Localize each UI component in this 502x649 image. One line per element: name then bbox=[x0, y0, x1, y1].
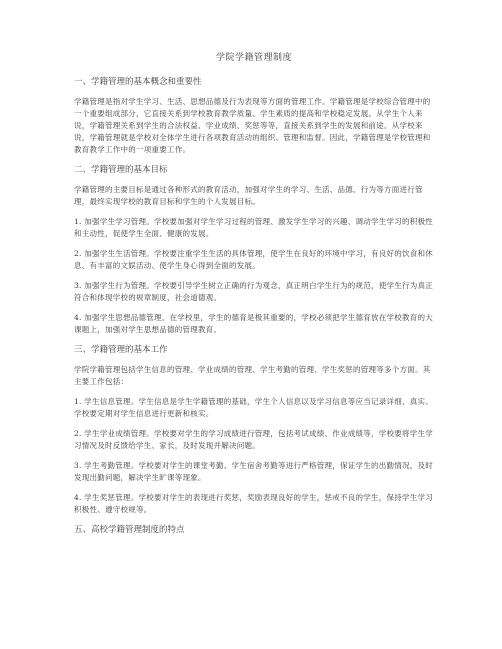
list-item: 4. 加强学生思想品德管理。在学校里，学生的德育是极其重要的，学校必须把学生德育放在学校教育的大课题上，加强对学生思想品德的管理教育。 bbox=[74, 313, 434, 334]
list-item: 2. 学生学业成绩管理。学校要对学生的学习成绩进行管理，包括考试成绩、作业成绩等，学校要将学生学习情况及时反馈给学生、家长，及时发现并解决问题。 bbox=[74, 429, 434, 450]
list-item: 3. 学生考勤管理。学校要对学生的课堂考勤、学生宿舍考勤等进行严格管理，保证学生的出勤情况，及时发现出勤问题，解决学生旷课等现象。 bbox=[74, 461, 434, 482]
list-item: 2. 加强学生生活管理。学校要注重学生生活的具体管理，使学生在良好的环境中学习，有良好的饮食和休息、有丰富的文娱活动、使学生身心得到全面的发展。 bbox=[74, 249, 434, 270]
section-basic-concept bbox=[74, 76, 434, 156]
list-item: 1. 学生信息管理。学生信息是学生学籍管理的基础，学生个人信息以及学习信息等应当记录详细、真实。学校要定期对学生信息进行更新和核实。 bbox=[74, 397, 434, 418]
paragraph: 学院学籍管理包括学生信息的管理、学业成绩的管理、学生考勤的管理、学生奖惩的管理等多个方面。其主要工作包括： bbox=[74, 365, 431, 386]
paragraph: 学籍管理的主要目标是通过各种形式的教育活动，加强对学生的学习、生活、品德、行为等方面进行管理，最终实现学校的教育目标和学生的个人发展目标。 bbox=[74, 185, 423, 206]
list-item: 4. 学生奖惩管理。学校要对学生的表现进行奖惩，奖励表现良好的学生，惩戒不良的学生，保持学生学习积极性、遵守校规等。 bbox=[74, 493, 434, 514]
list-item: 1. 加强学生学习管理。学校要加强对学生学习过程的管理、激发学生学习的兴趣、调动学生学习的积极性和主动性，促使学生全面、健康的发展。 bbox=[74, 217, 434, 238]
section-basic-work bbox=[74, 344, 434, 516]
paragraph: 学籍管理是指对学生学习、生活、思想品德及行为表现等方面的管理工作。学籍管理是学校综合管理中的一个重要组成部分，它直接关系到学校教育教学质量、学生素质的提高和学校稳定发展。从学生个人来说，学籍管理关系到学生的合法权益、学业成绩、奖惩等等，直接关系到学生的发展和前途。从学校来说，学籍管理就是学校对全体学生进行各项教育活动的组织、管理和监督。因此，学籍管理是学校管理和教育教学工作中的一项重要工作。 bbox=[74, 97, 431, 154]
section-heading: 二、学籍管理的基本目标 bbox=[74, 165, 168, 175]
section-basic-goals bbox=[74, 164, 434, 336]
section-features bbox=[74, 524, 434, 536]
document-title: 学院学籍管理制度 bbox=[215, 53, 292, 63]
section-heading: 一、学籍管理的基本概念和重要性 bbox=[74, 77, 202, 87]
list-item: 3. 加强学生行为管理。学校要引导学生树立正确的行为观念，真正明白学生行为的规范，使学生行为真正符合和体现学校的规章制度，社会道德观。 bbox=[74, 281, 434, 302]
section-heading: 五、高校学籍管理制度的特点 bbox=[74, 525, 185, 535]
document-page bbox=[74, 52, 434, 544]
section-heading: 三、学籍管理的基本工作 bbox=[74, 345, 168, 355]
